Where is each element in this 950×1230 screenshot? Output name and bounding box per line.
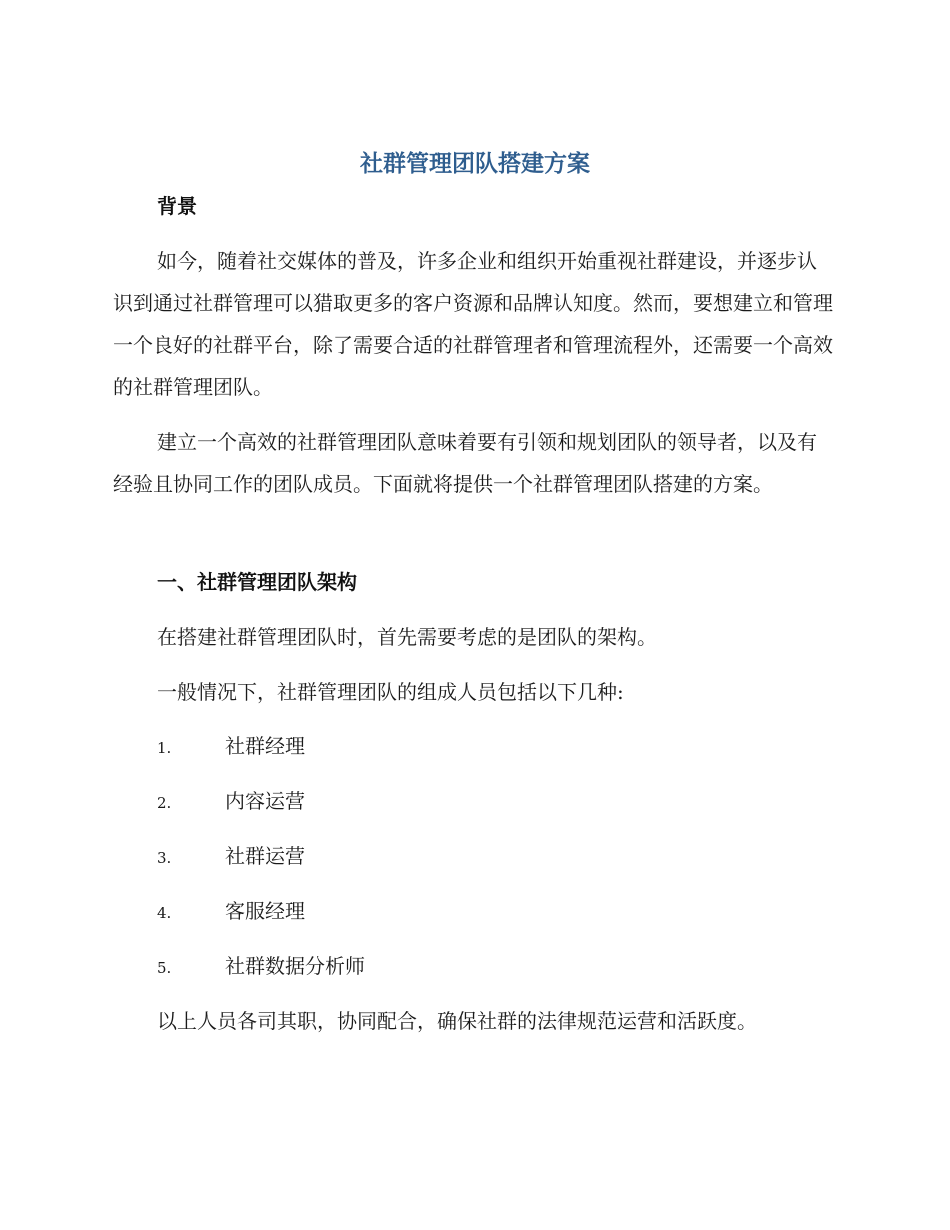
list-item-text: 社群经理	[225, 734, 305, 758]
document-title: 社群管理团队搭建方案	[360, 151, 590, 177]
list-item-number: 4.	[157, 904, 172, 922]
section1-lead: 一般情况下，社群管理团队的组成人员包括以下几种:	[157, 680, 624, 704]
list-item-text: 内容运营	[225, 789, 305, 813]
section1-heading: 一、社群管理团队架构	[157, 570, 357, 594]
background-paragraph-2: 建立一个高效的社群管理团队意味着要有引领和规划团队的领导者，以及有经验且协同工作的团队成员。下面就将提供一个社群管理团队搭建的方案。	[113, 430, 817, 496]
list-item-number: 3.	[157, 849, 172, 867]
background-heading: 背景	[157, 194, 197, 218]
background-paragraph-1: 如今，随着社交媒体的普及，许多企业和组织开始重视社群建设，并逐步认识到通过社群管理可以猎取更多的客户资源和品牌认知度。然而，要想建立和管理一个良好的社群平台，除了需要合适的社群管理者和管理流程外，还需要一个高效的社群管理团队。	[113, 249, 833, 399]
section1-intro: 在搭建社群管理团队时，首先需要考虑的是团队的架构。	[157, 625, 657, 649]
list-item	[157, 951, 757, 981]
list-item-number: 1.	[157, 739, 172, 757]
list-item-text: 客服经理	[225, 899, 305, 923]
list-item	[157, 841, 757, 871]
list-item-text: 社群运营	[225, 844, 305, 868]
list-item-text: 社群数据分析师	[225, 954, 365, 978]
section1-conclusion: 以上人员各司其职，协同配合，确保社群的法律规范运营和活跃度。	[157, 1009, 757, 1033]
list-item-number: 5.	[157, 959, 172, 977]
list-item	[157, 896, 757, 926]
list-item	[157, 731, 757, 761]
list-item-number: 2.	[157, 794, 172, 812]
list-item	[157, 786, 757, 816]
